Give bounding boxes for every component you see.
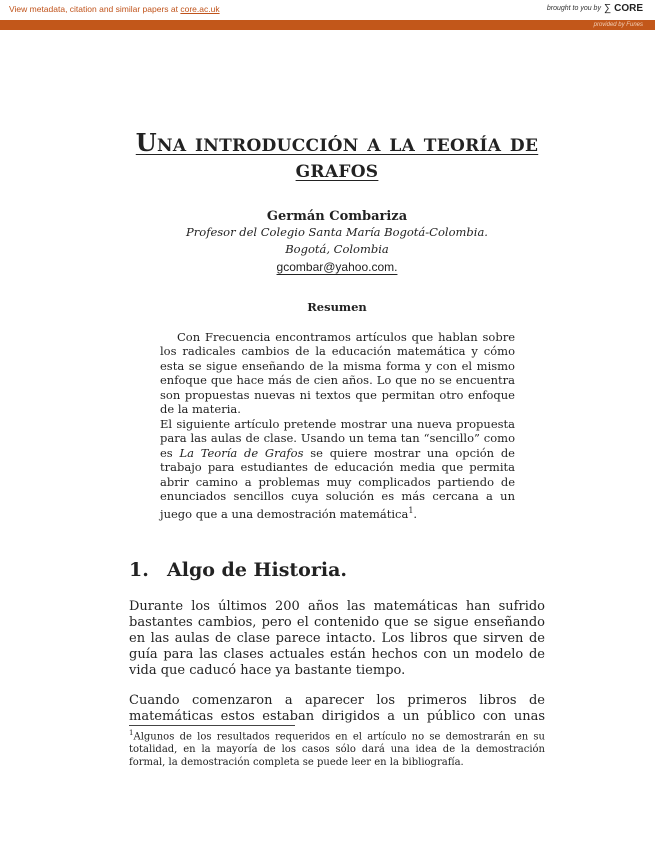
paper-title: Una introducción a la teoría de grafos <box>135 128 539 184</box>
core-link[interactable]: core.ac.uk <box>180 4 220 14</box>
footnote-divider <box>129 725 295 726</box>
abstract <box>160 330 515 521</box>
author-email-text[interactable]: gcombar@yahoo.com. <box>276 259 398 274</box>
footnote <box>129 727 545 769</box>
author-location: Bogotá, Colombia <box>285 241 389 256</box>
abstract-p2-emphasis: La Teoría de Grafos <box>179 445 304 460</box>
footnote-text: Algunos de los resultados requeridos en el artículo no se demostrarán en su totalidad, en la mayoría de los casos sólo dará una idea de la demostración formal, la demostración completa se puede leer en la bibliografía. <box>129 731 545 769</box>
core-brought-label: brought to you by <box>546 5 601 12</box>
footnote-marker[interactable]: 1 <box>408 505 414 515</box>
core-metadata-text <box>9 4 220 14</box>
core-brought-by[interactable] <box>547 3 643 14</box>
core-strip <box>0 20 655 30</box>
core-sigma-icon: ∑ <box>603 3 612 14</box>
core-logo: CORE <box>614 3 643 14</box>
abstract-p2-end: . <box>413 506 418 521</box>
abstract-paragraph-2 <box>160 417 515 521</box>
body-paragraph-1: Durante los últimos 200 años las matemáticas han sufrido bastantes cambios, pero el contenido que se sigue enseñando en las aulas de clase parece intacto. Los libros que sirven de guía para las clases actuales están hechos con un modelo de vida que caducó hace ya bastante tiempo. <box>129 599 545 679</box>
author-affiliation: Profesor del Colegio Santa María Bogotá-Colombia. <box>186 224 488 239</box>
core-banner <box>0 0 655 30</box>
author-name: Germán Combariza <box>266 208 408 224</box>
section-number: 1. <box>129 559 149 582</box>
core-banner-top <box>0 0 655 20</box>
footnote-number: 1 <box>129 729 134 738</box>
core-provided-by[interactable]: provided by Funes <box>593 22 643 28</box>
section-heading <box>129 559 545 581</box>
abstract-heading: Resumen <box>307 299 367 314</box>
section-title: Algo de Historia. <box>167 559 347 582</box>
abstract-p2-start: El siguiente artículo pretende mostrar una nueva propuesta para las aulas de clase. Usando un tema tan “sencillo” como es <box>160 416 515 460</box>
abstract-p2-middle: se quiere mostrar una opción de trabajo para estudiantes de educación media que permita abrir camino a problemas muy complicados partiendo de enunciados sencillos cuya solución es más cercana a un juego que a una demostración matemática <box>160 445 515 521</box>
body-paragraph-2: Cuando comenzaron a aparecer los primeros libros de matemáticas estos estaban dirigidos a un público con unas <box>129 693 545 725</box>
author-email[interactable] <box>129 258 545 276</box>
core-metadata-label: View metadata, citation and similar papers at <box>9 4 178 14</box>
paper-page <box>129 130 545 769</box>
abstract-paragraph-1: Con Frecuencia encontramos artículos que hablan sobre los radicales cambios de la educación matemática y cómo esta se sigue enseñando de la misma forma y con el mismo enfoque que hace más de cien años. Lo que no se encuentra son propuestas nuevas ni textos que permitan otro enfoque de la materia. <box>160 329 515 417</box>
